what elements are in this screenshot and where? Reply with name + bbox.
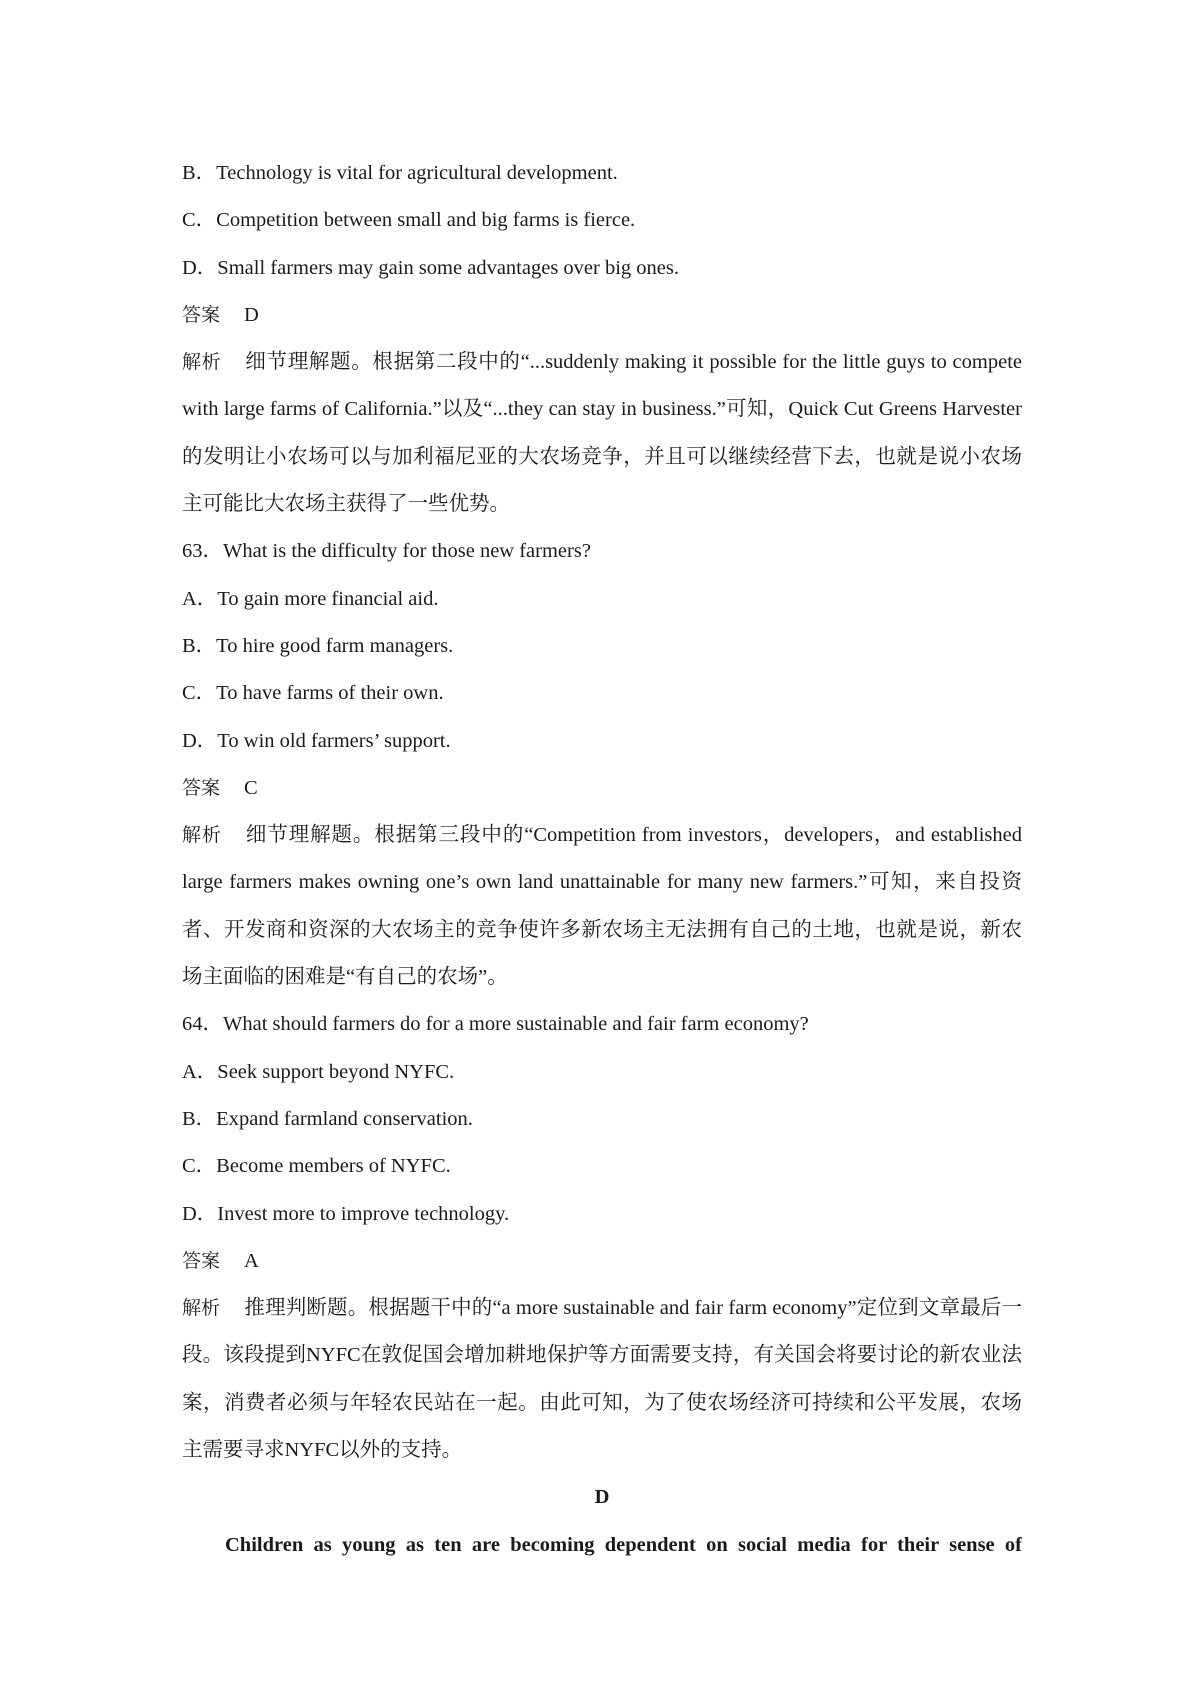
option-c-62: C．Competition between small and big farms is fierce. [182, 209, 636, 232]
content-column [182, 150, 1022, 1569]
option-a-64: A．Seek support beyond NYFC. [182, 1060, 455, 1083]
analysis-64 [182, 1285, 1022, 1474]
option-d-62: D．Small farmers may gain some advantages over big ones. [182, 256, 679, 279]
answer-value: C [244, 776, 258, 799]
analysis-63 [182, 812, 1022, 1001]
passage-d-opening: Children as young as ten are becoming dependent on social media for their sense of [225, 1533, 1022, 1556]
answer-62 [182, 292, 1022, 339]
answer-label: 答案 [182, 1249, 221, 1272]
analysis-label: 解析 [182, 1297, 221, 1320]
option-c-63: C．To have farms of their own. [182, 682, 444, 705]
option-c-64: C．Become members of NYFC. [182, 1155, 451, 1178]
option-d-64: D．Invest more to improve technology. [182, 1202, 510, 1225]
analysis-text: 细节理解题。根据第三段中的“Competition from investors，developers，and established large farmers makes owning one’s own land unattainable for many new farmers.”可知，来自投资者、开发商和资深的大农场主的竞争使许多新农场主无法拥有自己的土地，也就是说，新农场主面临的困难是“有自己的农场”。 [182, 824, 1022, 989]
option-b-62: B．Technology is vital for agricultural development. [182, 162, 618, 184]
answer-label: 答案 [182, 776, 221, 799]
option-b-64: B．Expand farmland conservation. [182, 1107, 473, 1130]
answer-value: A [244, 1249, 259, 1272]
answer-label: 答案 [182, 303, 221, 326]
question-64: 64．What should farmers do for a more sustainable and fair farm economy? [182, 1013, 809, 1036]
analysis-label: 解析 [182, 351, 222, 374]
answer-value: D [244, 303, 259, 326]
analysis-text: 细节理解题。根据第二段中的“...suddenly making it possible for the little guys to compete with large farms of California.”以及“...they can stay in business.”可知，Quick Cut Greens Harvester的发明让小农场可以与加利福尼亚的大农场竞争，并且可以继续经营下去，也就是说小农场主可能比大农场主获得了一些优势。 [182, 351, 1022, 516]
section-heading-d: D [594, 1486, 610, 1509]
analysis-text: 推理判断题。根据题干中的“a more sustainable and fair farm economy”定位到文章最后一段。该段提到NYFC在敦促国会增加耕地保护等方面需要支持，有关国会将要讨论的新农业法案，消费者必须与年轻农民站在一起。由此可知，为了使农场经济可持续和公平发展，农场主需要寻求NYFC以外的支持。 [182, 1297, 1022, 1462]
question-63: 63．What is the difficulty for those new farmers? [182, 540, 591, 563]
option-d-63: D．To win old farmers’ support. [182, 729, 451, 752]
option-a-63: A．To gain more financial aid. [182, 587, 439, 610]
analysis-label: 解析 [182, 824, 222, 847]
answer-64 [182, 1238, 1022, 1285]
analysis-62 [182, 339, 1022, 528]
option-b-63: B．To hire good farm managers. [182, 634, 454, 657]
answer-63 [182, 765, 1022, 812]
